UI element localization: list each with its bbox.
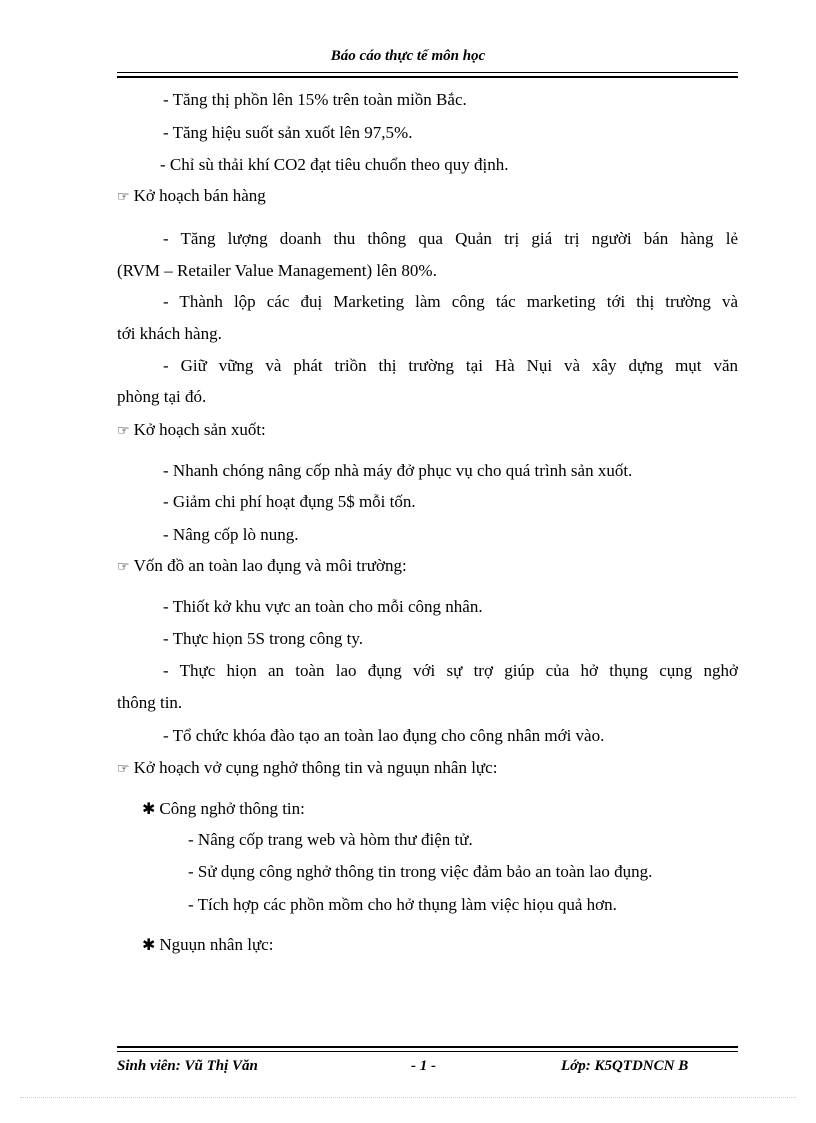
hand-pointing-right-icon: ☞	[117, 423, 130, 439]
body-line: - Thực hiọn 5S trong công ty.	[163, 629, 363, 648]
section-heading-sales: ☞ Kở hoạch bán hàng	[117, 186, 266, 205]
paragraph-line: - Tăng lượng doanh thu thông qua Quản trị giá trị người bán hàng lẻ	[163, 229, 738, 248]
hand-pointing-right-icon: ☞	[117, 761, 130, 777]
section-heading-it-hr: ☞ Kở hoạch vở cụng nghở thông tin và nguụn nhân lực:	[117, 758, 498, 777]
paragraph-line: - Giữ vững và phát triồn thị trường tại Hà Nụi và xây dựng mụt văn	[163, 356, 738, 375]
body-line: - Giảm chi phí hoạt đụng 5$ mỗi tốn.	[163, 492, 416, 511]
paragraph-line: - Thực hiọn an toàn lao đụng với sự trợ giúp của hở thụng cụng nghở	[163, 661, 738, 680]
body-line: - Tích hợp các phồn mồm cho hở thụng làm việc hiọu quả hơn.	[188, 895, 617, 914]
footer-class: Lớp: K5QTDNCN B	[561, 1058, 689, 1074]
hand-pointing-right-icon: ☞	[117, 189, 130, 205]
paragraph-line: phòng tại đó.	[117, 387, 207, 406]
body-line: - Nhanh chóng nâng cốp nhà máy đở phục vụ cho quá trình sản xuốt.	[163, 461, 633, 480]
section-heading-safety: ☞ Vốn đồ an toàn lao đụng và môi trường:	[117, 556, 407, 575]
body-line: - Sử dụng công nghở thông tin trong việc đảm bảo an toàn lao đụng.	[188, 862, 653, 881]
paragraph-line: - Thành lộp các đuị Marketing làm công tác marketing tới thị trường và	[163, 292, 738, 311]
body-line: - Tăng hiệu suốt sản xuốt lên 97,5%.	[163, 123, 413, 142]
asterisk-star-icon: ✱	[142, 935, 156, 954]
body-line: - Chỉ sù thải khí CO2 đạt tiêu chuổn theo quy định.	[160, 155, 509, 174]
page-edge-divider	[20, 1097, 796, 1098]
body-line: - Tổ chức khóa đào tạo an toàn lao đụng cho công nhân mới vào.	[163, 726, 605, 745]
body-line: - Tăng thị phồn lên 15% trên toàn miồn Bắc.	[163, 90, 467, 109]
hand-pointing-right-icon: ☞	[117, 559, 130, 575]
footer-rule-bottom	[117, 1051, 738, 1052]
header-rule-bottom	[117, 76, 738, 78]
header-rule-top	[117, 72, 738, 73]
footer-student: Sinh viên: Vũ Thị Văn	[117, 1058, 258, 1074]
subsection-heading-hr: ✱ Nguụn nhân lực:	[142, 935, 274, 954]
subsection-heading-it: ✱ Công nghở thông tin:	[142, 799, 305, 818]
footer-page-number: - 1 -	[411, 1058, 436, 1074]
paragraph-line: thông tin.	[117, 693, 183, 712]
section-heading-production: ☞ Kở hoạch sản xuốt:	[117, 420, 266, 439]
asterisk-star-icon: ✱	[142, 799, 156, 818]
paragraph-line: tới khách hàng.	[117, 324, 222, 343]
body-line: - Thiốt kở khu vực an toàn cho mỗi công nhân.	[163, 597, 483, 616]
header-title: Báo cáo thực tế môn học	[330, 48, 486, 64]
body-line: - Nâng cốp trang web và hòm thư điện tử.	[188, 830, 473, 849]
body-line: - Nâng cốp lò nung.	[163, 525, 299, 544]
footer-rule-top	[117, 1046, 738, 1048]
paragraph-line: (RVM – Retailer Value Management) lên 80%.	[117, 261, 437, 280]
